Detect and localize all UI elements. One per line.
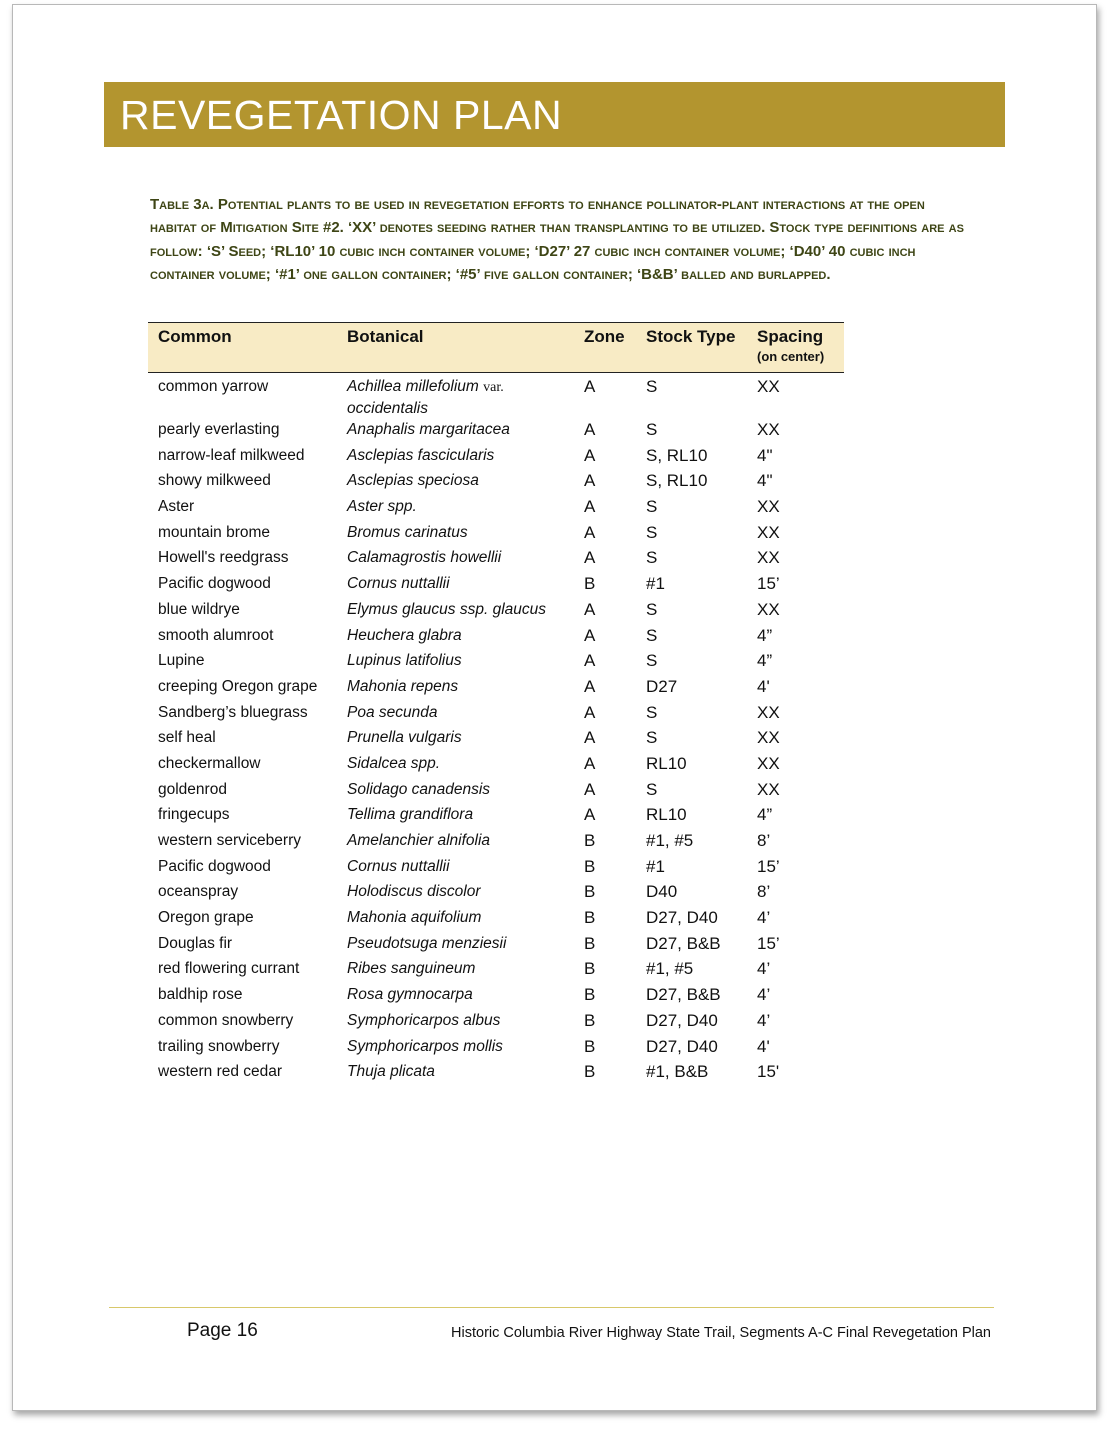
cell-common: baldhip rose <box>158 986 243 1004</box>
table-row <box>148 856 844 882</box>
page-number: Page 16 <box>187 1320 258 1341</box>
table-row <box>148 547 844 573</box>
table-row <box>148 470 844 496</box>
table-row <box>148 1010 844 1036</box>
cell-botanical: Amelanchier alnifolia <box>347 832 491 849</box>
cell-common: narrow-leaf milkweed <box>158 446 305 464</box>
cell-spacing: 4’ <box>757 1010 771 1030</box>
cell-zone: A <box>584 779 596 799</box>
cell-stock-type: S <box>646 497 658 517</box>
cell-zone: B <box>584 1062 596 1082</box>
page-title: REVEGETATION PLAN <box>120 92 563 138</box>
cell-zone: A <box>584 445 596 465</box>
cell-stock-type: S <box>646 377 658 396</box>
cell-spacing: XX <box>757 779 780 799</box>
table-row <box>148 373 844 420</box>
cell-common: showy milkweed <box>158 472 271 490</box>
cell-spacing: 4” <box>757 625 773 645</box>
cell-stock-type: D27, D40 <box>646 1010 718 1030</box>
header-common: Common <box>148 323 337 373</box>
table-row <box>148 419 844 445</box>
table-row <box>148 650 844 676</box>
cell-spacing: 8’ <box>757 882 771 902</box>
cell-stock-type: D40 <box>646 882 678 902</box>
cell-stock-type: S <box>646 625 658 645</box>
cell-botanical: Symphoricarpos albus <box>347 1011 501 1029</box>
cell-botanical: Sidalcea spp. <box>347 754 441 772</box>
cell-stock-type: S, RL10 <box>646 471 708 491</box>
cell-stock-type: #1, B&B <box>646 1062 709 1082</box>
cell-spacing: XX <box>757 728 780 748</box>
cell-stock-type: #1 <box>646 574 665 594</box>
cell-spacing: XX <box>757 753 780 773</box>
footer-document-title: Historic Columbia River Highway State Trail, Segments A-C Final Revegetation Plan <box>451 1325 991 1341</box>
cell-spacing: 4” <box>757 805 773 825</box>
cell-common: creeping Oregon grape <box>158 677 318 695</box>
cell-zone: A <box>584 497 596 517</box>
cell-spacing: 15’ <box>757 933 780 953</box>
cell-botanical: Poa secunda <box>347 703 438 721</box>
cell-zone: A <box>584 728 596 748</box>
table-row <box>148 804 844 830</box>
table-caption: Table 3a. Potential plants to be used in revegetation efforts to enhance pollinator-plant interactions at the open habitat of Mitigation Site #2. ‘XX’ denotes seeding rather than transplanting to be utilized. Stock type definitions are as follow: ‘S’ Seed; ‘RL10’ 10 cubic inch container volume; ‘D27’ 27 cubic inch container volume; ‘D40’ 40 cubic inch container volume; ‘#1’ one gallon container; ‘#5’ five gallon container; ‘B&B’ balled and burlapped. <box>150 196 964 284</box>
cell-botanical: Cornus nuttallii <box>347 575 450 593</box>
table-row <box>148 830 844 856</box>
cell-stock-type: RL10 <box>646 753 687 773</box>
table-row <box>148 702 844 728</box>
cell-botanical: Holodiscus discolor <box>347 883 481 901</box>
title-banner <box>104 82 1005 147</box>
cell-zone: A <box>584 522 596 542</box>
cell-botanical: Tellima grandiflora <box>347 806 474 824</box>
table-row <box>148 1036 844 1062</box>
cell-common: self heal <box>158 729 216 747</box>
header-spacing-label: Spacing <box>757 327 824 346</box>
cell-zone: A <box>584 676 596 696</box>
cell-common: western serviceberry <box>158 832 301 849</box>
table-row <box>148 522 844 548</box>
cell-common: trailing snowberry <box>158 1037 280 1055</box>
table-row <box>148 958 844 984</box>
cell-spacing: XX <box>757 548 780 568</box>
plant-table <box>148 322 844 1087</box>
cell-zone: B <box>584 933 596 953</box>
cell-common: Aster <box>158 498 195 516</box>
cell-stock-type: D27, D40 <box>646 1036 718 1056</box>
cell-spacing: XX <box>757 599 780 619</box>
cell-stock-type: RL10 <box>646 805 687 825</box>
cell-zone: A <box>584 471 596 491</box>
cell-zone: B <box>584 882 596 902</box>
cell-stock-type: S, RL10 <box>646 445 708 465</box>
cell-zone: A <box>584 625 596 645</box>
cell-botanical <box>337 373 574 420</box>
cell-common: common snowberry <box>158 1011 294 1029</box>
header-spacing <box>747 323 844 373</box>
table-row <box>148 445 844 471</box>
cell-botanical: Heuchera glabra <box>347 626 462 644</box>
cell-spacing: XX <box>757 522 780 542</box>
cell-stock-type: D27, D40 <box>646 908 718 928</box>
table-row <box>148 599 844 625</box>
cell-botanical: Mahonia aquifolium <box>347 909 482 927</box>
cell-spacing: 4” <box>757 651 773 671</box>
cell-common: common yarrow <box>158 378 269 395</box>
cell-spacing: 4’ <box>757 908 771 928</box>
cell-botanical: Rosa gymnocarpa <box>347 986 473 1004</box>
table-row <box>148 933 844 959</box>
cell-spacing: 4" <box>757 445 773 465</box>
cell-spacing: XX <box>757 702 780 722</box>
cell-zone: A <box>584 753 596 773</box>
cell-common: goldenrod <box>158 780 227 798</box>
cell-common: mountain brome <box>158 523 271 541</box>
cell-zone: B <box>584 1010 596 1030</box>
cell-botanical: Cornus nuttallii <box>347 857 450 875</box>
cell-zone: B <box>584 985 596 1005</box>
table-row <box>148 573 844 599</box>
table-row <box>148 779 844 805</box>
cell-common: checkermallow <box>158 754 261 772</box>
cell-stock-type: S <box>646 702 658 722</box>
cell-botanical: Aster spp. <box>347 498 417 516</box>
cell-zone: A <box>584 805 596 825</box>
cell-botanical: Prunella vulgaris <box>347 729 462 747</box>
cell-zone: A <box>584 651 596 671</box>
table-row <box>148 676 844 702</box>
cell-stock-type: S <box>646 522 658 542</box>
cell-botanical: Elymus glaucus ssp. glaucus <box>347 600 547 618</box>
cell-common: Douglas fir <box>158 934 233 952</box>
botanical-name: Achillea millefolium <box>347 378 479 395</box>
cell-common: Oregon grape <box>158 909 254 927</box>
cell-botanical: Bromus carinatus <box>347 523 468 541</box>
botanical-variety: occidentalis <box>347 400 428 417</box>
cell-stock-type: D27, B&B <box>646 933 721 953</box>
cell-stock-type: S <box>646 728 658 748</box>
cell-spacing: XX <box>757 377 780 396</box>
cell-zone: A <box>584 599 596 619</box>
table-row <box>148 625 844 651</box>
cell-spacing: 8’ <box>757 831 771 850</box>
cell-stock-type: S <box>646 420 658 439</box>
cell-spacing: XX <box>757 497 780 517</box>
document-page <box>12 4 1097 1411</box>
cell-zone: A <box>584 420 596 439</box>
cell-stock-type: D27, B&B <box>646 985 721 1005</box>
cell-botanical: Pseudotsuga menziesii <box>347 934 507 952</box>
cell-stock-type: #1, #5 <box>646 959 694 979</box>
cell-spacing: XX <box>757 420 780 439</box>
cell-common: smooth alumroot <box>158 626 274 644</box>
cell-common: Pacific dogwood <box>158 857 271 875</box>
table-row <box>148 984 844 1010</box>
cell-stock-type: S <box>646 651 658 671</box>
cell-stock-type: S <box>646 548 658 568</box>
cell-botanical: Symphoricarpos mollis <box>347 1037 503 1055</box>
cell-botanical: Calamagrostis howellii <box>347 549 502 567</box>
cell-common: western red cedar <box>158 1063 283 1081</box>
table-row <box>148 753 844 779</box>
cell-zone: A <box>584 377 596 396</box>
cell-botanical: Ribes sanguineum <box>347 960 476 978</box>
cell-botanical: Lupinus latifolius <box>347 652 462 670</box>
cell-common: oceanspray <box>158 883 239 901</box>
footer-rule <box>109 1307 994 1308</box>
header-zone: Zone <box>574 323 636 373</box>
table-row <box>148 496 844 522</box>
cell-spacing: 4' <box>757 676 770 696</box>
header-botanical: Botanical <box>337 323 574 373</box>
cell-common: Howell's reedgrass <box>158 549 289 567</box>
table-body <box>148 373 844 1087</box>
cell-zone: B <box>584 908 596 928</box>
cell-botanical: Asclepias speciosa <box>347 472 479 490</box>
cell-zone: A <box>584 548 596 568</box>
table-row <box>148 881 844 907</box>
cell-stock-type: S <box>646 599 658 619</box>
cell-botanical: Mahonia repens <box>347 677 459 695</box>
cell-zone: A <box>584 702 596 722</box>
cell-spacing: 15' <box>757 1062 780 1082</box>
cell-zone: B <box>584 574 596 594</box>
cell-botanical: Thuja plicata <box>347 1063 435 1081</box>
header-spacing-sublabel: (on center) <box>757 349 825 364</box>
cell-zone: B <box>584 1036 596 1056</box>
cell-botanical: Anaphalis margaritacea <box>347 421 510 438</box>
table-row <box>148 1061 844 1087</box>
cell-stock-type: D27 <box>646 676 678 696</box>
cell-spacing: 4' <box>757 1036 770 1056</box>
cell-common: Lupine <box>158 652 205 670</box>
cell-zone: B <box>584 959 596 979</box>
cell-zone: B <box>584 831 596 850</box>
cell-spacing: 4’ <box>757 985 771 1005</box>
cell-stock-type: #1, #5 <box>646 831 694 850</box>
botanical-variety-marker: var. <box>483 380 504 395</box>
cell-common: pearly everlasting <box>158 421 280 438</box>
header-stock-type: Stock Type <box>636 323 747 373</box>
table-row <box>148 907 844 933</box>
cell-stock-type: S <box>646 779 658 799</box>
cell-spacing: 15’ <box>757 574 780 594</box>
cell-stock-type: #1 <box>646 856 665 876</box>
cell-botanical: Solidago canadensis <box>347 780 491 798</box>
cell-common: Pacific dogwood <box>158 575 271 593</box>
cell-common: fringecups <box>158 806 230 824</box>
table-header-row <box>148 323 844 373</box>
cell-zone: B <box>584 856 596 876</box>
cell-common: Sandberg’s bluegrass <box>158 703 308 721</box>
cell-spacing: 4’ <box>757 959 771 979</box>
cell-spacing: 15’ <box>757 856 780 876</box>
cell-spacing: 4" <box>757 471 773 491</box>
cell-botanical: Asclepias fascicularis <box>347 446 495 464</box>
cell-common: red flowering currant <box>158 960 300 978</box>
table-row <box>148 727 844 753</box>
cell-common: blue wildrye <box>158 600 240 618</box>
